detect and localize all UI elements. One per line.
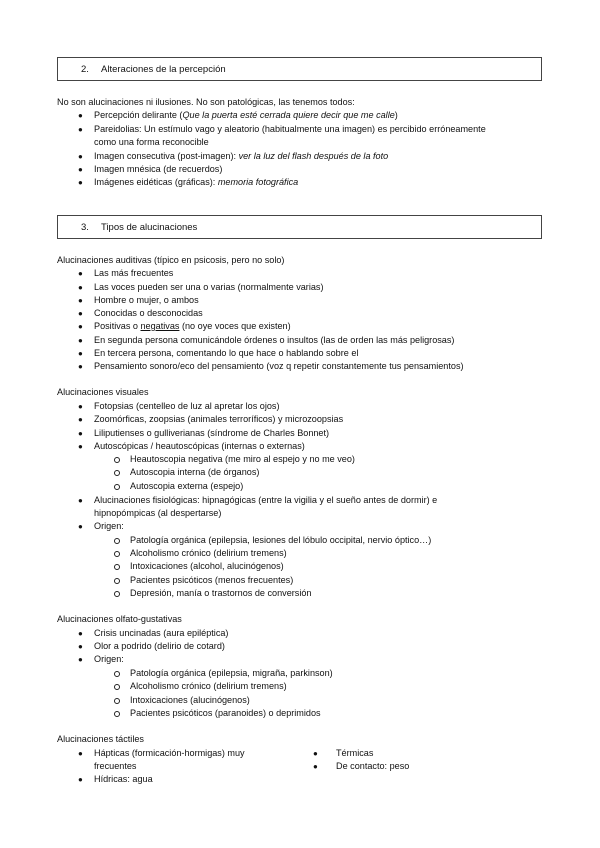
bullet-icon: ● <box>78 322 83 331</box>
list-item: Olor a podrido (delirio de cotard) <box>94 641 225 651</box>
bullet-icon: ● <box>78 749 83 758</box>
sub-bullet-icon <box>114 591 120 597</box>
bullet-icon: ● <box>78 629 83 638</box>
list-item: Imagen consecutiva (post-imagen): ver la luz del flash después de la foto <box>94 151 389 161</box>
list-item-continuation: frecuentes <box>94 761 137 771</box>
sub-bullet-icon <box>114 538 120 544</box>
sub-list-item: Intoxicaciones (alcohol, alucinógenos) <box>130 561 284 571</box>
sub-list-item: Autoscopia interna (de órganos) <box>130 467 260 477</box>
section-3-number: 3. <box>81 222 89 233</box>
list-item: Pensamiento sonoro/eco del pensamiento (voz q repetir constantemente tus pensamientos) <box>94 361 464 371</box>
sub-list-item: Alcoholismo crónico (delirium tremens) <box>130 681 287 691</box>
bullet-icon: ● <box>78 775 83 784</box>
bullet-icon: ● <box>78 496 83 505</box>
list-item: En segunda persona comunicándole órdenes o insultos (las de orden las más peligrosas) <box>94 335 455 345</box>
bullet-icon: ● <box>78 402 83 411</box>
sub-list-item: Depresión, manía o trastornos de conversión <box>130 588 312 598</box>
sub-list-item: Autoscopia externa (espejo) <box>130 481 244 491</box>
bullet-icon: ● <box>78 283 83 292</box>
bullet-icon: ● <box>78 178 83 187</box>
sub-bullet-icon <box>114 711 120 717</box>
list-item: Térmicas <box>336 748 374 758</box>
list-item: Autoscópicas / heautoscópicas (internas o externas) <box>94 441 305 451</box>
sub-list-item: Intoxicaciones (alucinógenos) <box>130 695 250 705</box>
list-item: Origen: <box>94 654 124 664</box>
list-item: Crisis uncinadas (aura epiléptica) <box>94 628 229 638</box>
bullet-icon: ● <box>78 152 83 161</box>
list-item: Alucinaciones fisiológicas: hipnagógicas (entre la vigilia y el sueño antes de dormir) e <box>94 495 438 505</box>
auditivas-heading: Alucinaciones auditivas (típico en psicosis, pero no solo) <box>57 255 285 265</box>
bullet-icon: ● <box>78 165 83 174</box>
bullet-icon: ● <box>78 269 83 278</box>
list-item: Liliputienses o gulliverianas (síndrome de Charles Bonnet) <box>94 428 330 438</box>
sub-list-item: Pacientes psicóticos (paranoides) o deprimidos <box>130 708 321 718</box>
list-item: Percepción delirante (Que la puerta esté cerrada quiere decir que me calle) <box>94 110 398 120</box>
olfato-heading: Alucinaciones olfato-gustativas <box>57 614 182 624</box>
bullet-icon: ● <box>78 442 83 451</box>
bullet-icon: ● <box>78 296 83 305</box>
sub-bullet-icon <box>114 484 120 490</box>
list-item: Hápticas (formicación-hormigas) muy <box>94 748 245 758</box>
sub-bullet-icon <box>114 564 120 570</box>
sub-bullet-icon <box>114 470 120 476</box>
list-item: Fotopsias (centelleo de luz al apretar los ojos) <box>94 401 280 411</box>
sub-bullet-icon <box>114 551 120 557</box>
bullet-icon: ● <box>78 415 83 424</box>
bullet-icon: ● <box>78 642 83 651</box>
list-item: Origen: <box>94 521 124 531</box>
list-item: Pareidolias: Un estímulo vago y aleatorio (habitualmente una imagen) es percibido erróneamente <box>94 124 486 134</box>
list-item-continuation: como una forma reconocible <box>94 137 209 147</box>
tactiles-heading: Alucinaciones táctiles <box>57 734 144 744</box>
sub-bullet-icon <box>114 671 120 677</box>
bullet-icon: ● <box>78 362 83 371</box>
bullet-icon: ● <box>78 309 83 318</box>
list-item: De contacto: peso <box>336 761 410 771</box>
sub-bullet-icon <box>114 457 120 463</box>
bullet-icon: ● <box>313 762 318 771</box>
section-2-number: 2. <box>81 64 89 75</box>
bullet-icon: ● <box>78 349 83 358</box>
sub-bullet-icon <box>114 684 120 690</box>
bullet-icon: ● <box>78 111 83 120</box>
sub-list-item: Heautoscopia negativa (me miro al espejo y no me veo) <box>130 454 355 464</box>
list-item: Hídricas: agua <box>94 774 153 784</box>
list-item: Positivas o negativas (no oye voces que existen) <box>94 321 291 331</box>
list-item: Las voces pueden ser una o varias (normalmente varias) <box>94 282 324 292</box>
visuales-heading: Alucinaciones visuales <box>57 387 149 397</box>
list-item: Zoomórficas, zoopsias (animales terroríficos) y microzoopsias <box>94 414 344 424</box>
sub-bullet-icon <box>114 698 120 704</box>
list-item: Conocidas o desconocidas <box>94 308 203 318</box>
bullet-icon: ● <box>313 749 318 758</box>
list-item-continuation: hipnopómpicas (al despertarse) <box>94 508 222 518</box>
list-item: Imagen mnésica (de recuerdos) <box>94 164 223 174</box>
section-2-intro: No son alucinaciones ni ilusiones. No son patológicas, las tenemos todos: <box>57 97 355 107</box>
sub-bullet-icon <box>114 578 120 584</box>
sub-list-item: Alcoholismo crónico (delirium tremens) <box>130 548 287 558</box>
list-item: Las más frecuentes <box>94 268 174 278</box>
bullet-icon: ● <box>78 522 83 531</box>
bullet-icon: ● <box>78 655 83 664</box>
section-2-title: Alteraciones de la percepción <box>101 64 226 75</box>
list-item: Hombre o mujer, o ambos <box>94 295 199 305</box>
list-item: En tercera persona, comentando lo que hace o hablando sobre el <box>94 348 359 358</box>
bullet-icon: ● <box>78 125 83 134</box>
section-3-header-box <box>57 215 542 239</box>
section-2-header-box <box>57 57 542 81</box>
sub-list-item: Patología orgánica (epilepsia, migraña, parkinson) <box>130 668 333 678</box>
sub-list-item: Pacientes psicóticos (menos frecuentes) <box>130 575 294 585</box>
list-item: Imágenes eidéticas (gráficas): memoria fotográfica <box>94 177 299 187</box>
bullet-icon: ● <box>78 336 83 345</box>
sub-list-item: Patología orgánica (epilepsia, lesiones del lóbulo occipital, nervio óptico…) <box>130 535 432 545</box>
section-3-title: Tipos de alucinaciones <box>101 222 198 233</box>
bullet-icon: ● <box>78 429 83 438</box>
